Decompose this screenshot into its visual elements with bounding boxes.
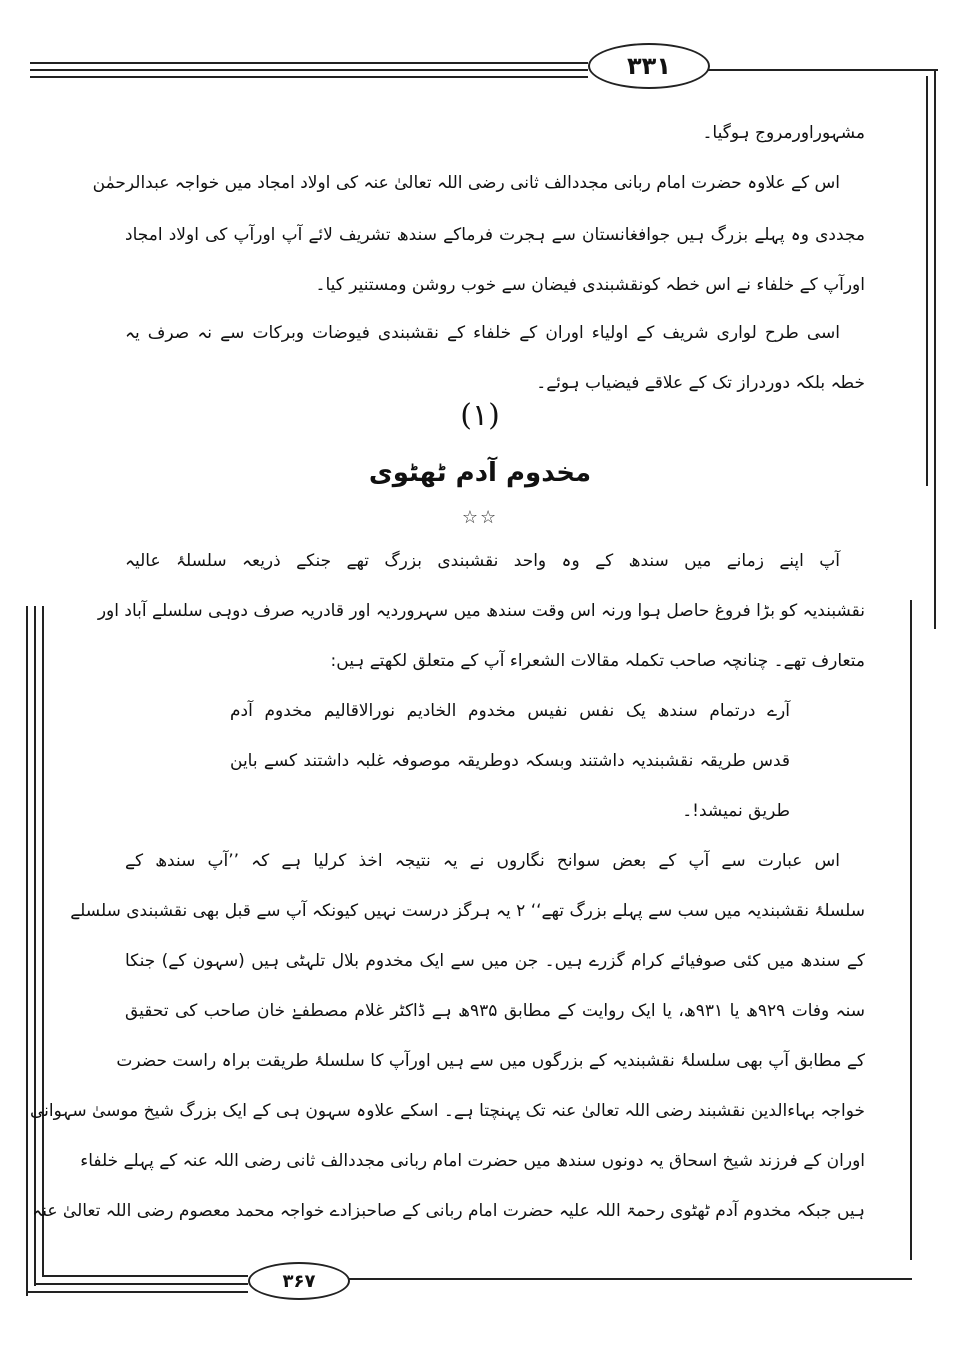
section-heading: مخدوم آدم ٹھٹوی [368, 458, 592, 488]
paragraph-line: اوران کے فرزند شیخ اسحاق یہ دونوں سندھ میں حضرت امام ربانی مجددالف ثانی رضی اللہ عنہ کے پہلے خلفاء [80, 1151, 865, 1171]
frame-top-line-right [706, 69, 938, 71]
paragraph-line: اس عبارت سے آپ کے بعض سوانح نگاروں نے یہ نتیجہ اخذ کرلیا ہے کہ ’’آپ سندھ کے [125, 851, 840, 871]
paragraph-line: سنہ وفات ۹۲۹ھ یا ۹۳۱ھ، یا ایک روایت کے مطابق ۹۳۵ھ ہے ڈاکٹر غلام مصطفےٰ خان صاحب کی تحقیق [125, 1001, 866, 1021]
section-number: (۱) [460, 398, 500, 433]
quote-line: آرے درتمام سندھ یک نفس نفیس مخدوم الخادیم نورالاقالیم مخدوم آدم [230, 701, 790, 721]
paragraph-line: کے سندھ میں کئی صوفیائے کرام گزرے ہیں۔ جن میں سے ایک مخدوم بلال تلہٹی ہیں (سہون کے) جنکا [125, 951, 865, 971]
frame-top-line-mid [30, 69, 588, 71]
paragraph-line: ہیں جبکہ مخدوم آدم ٹھٹوی رحمۃ اللہ علیہ حضرت امام ربانی کے صاحبزادے خواجہ محمد معصوم رضی اللہ تعالیٰ عنہ [32, 1201, 865, 1221]
frame-left-line-outer [26, 606, 28, 1296]
frame-bottom-line-right [346, 1278, 912, 1280]
paragraph-line: اس کے علاوہ حضرت امام ربانی مجددالف ثانی رضی اللہ تعالیٰ عنہ کی اولاد امجاد میں خواجہ عبدالرحمٰن [92, 173, 840, 193]
paragraph-line: نقشبندیہ کو بڑا فروغ حاصل ہوا ورنہ اس وقت سندھ میں سہروردیہ اور قادریہ صرف دوہی سلسلے آباد اور [97, 601, 865, 621]
paragraph-line: سلسلۂ نقشبندیہ میں سب سے پہلے بزرگ تھے‘‘ ۲ یہ ہرگز درست نہیں کیونکہ آپ سے قبل بھی نقشبندی سلسلے [70, 901, 865, 921]
quote-line: طریق نمیشد!۔ [682, 801, 790, 821]
frame-bottom-line-outer [26, 1291, 248, 1293]
frame-bottom-line-inner [42, 1275, 248, 1277]
paragraph-line: آپ اپنے زمانے میں سندھ کے وہ واحد نقشبندی بزرگ تھے جنکے ذریعہ سلسلۂ عالیہ [125, 551, 840, 571]
frame-top-line-inner [30, 76, 588, 78]
frame-right-line-lower [910, 600, 912, 1260]
frame-bottom-line-mid [34, 1283, 248, 1285]
paragraph-line: اورآپ کے خلفاء نے اس خطہ کونقشبندی فیضان سے خوب روشن ومستنیر کیا۔ [315, 275, 865, 295]
paragraph-line: مجددی وہ پہلے بزرگ ہیں جوافغانستان سے ہجرت فرماکے سندھ تشریف لائے آپ اورآپ کی اولاد امجاد [125, 225, 865, 245]
page-number-bottom: ۳۶۷ [248, 1262, 350, 1300]
frame-left-line-mid [34, 606, 36, 1286]
quote-line: قدس طریقہ نقشبندیہ داشتند وبسکہ دوطریقہ موصوفہ غلبہ داشتند کسے باین [230, 751, 790, 771]
stars-ornament: ☆☆ [461, 507, 499, 528]
paragraph-line: مشہوراورمروج ہوگیا۔ [702, 123, 865, 143]
frame-top-line-outer [30, 62, 588, 64]
paragraph-line: کے مطابق آپ بھی سلسلۂ نقشبندیہ کے بزرگوں میں سے ہیں اورآپ کا سلسلۂ طریقت براہ راست حضرت [116, 1051, 865, 1071]
paragraph-line: خطہ بلکہ دوردراز تک کے علاقے فیضیاب ہوئے۔ [536, 373, 865, 393]
paragraph-line: اسی طرح لواری شریف کے اولیاء اوران کے خلفاء کے نقشبندی فیوضات وبرکات سے نہ صرف یہ [125, 323, 840, 343]
paragraph-line: خواجہ بہاءالدین نقشبند رضی اللہ تعالیٰ عنہ تک پہنچتا ہے۔ اسکے علاوہ سہون ہی کے ایک بزرگ شیخ موسیٰ سہوانی [29, 1101, 865, 1121]
frame-right-line-outer [934, 69, 936, 629]
page-number-top: ۳۳۱ [588, 43, 710, 89]
frame-left-line-inner [42, 606, 44, 1276]
paragraph-line: متعارف تھے۔ چنانچہ صاحب تکملہ مقالات الشعراء آپ کے متعلق لکھتے ہیں: [330, 651, 865, 671]
